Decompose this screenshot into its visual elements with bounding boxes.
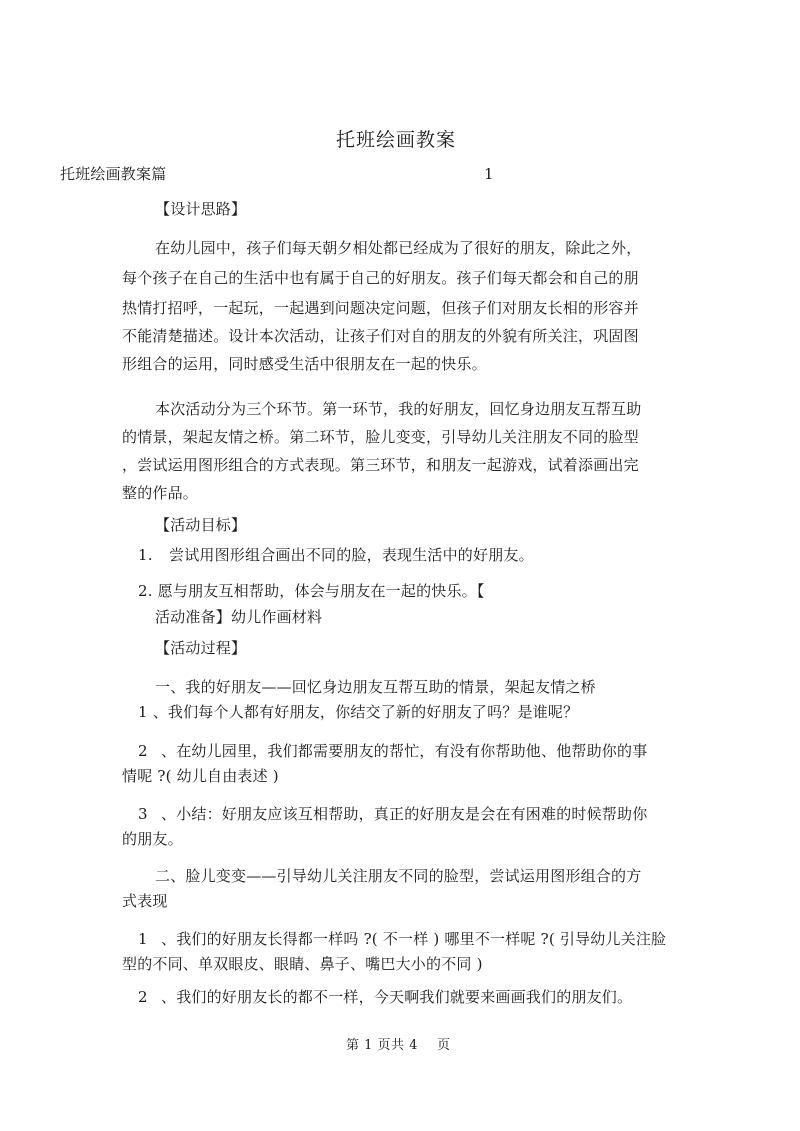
goal-1-number: 1. [138,546,153,564]
heading-goals: 【活动目标】 [155,516,247,534]
page-number-prefix: 第 1 页共 4 [346,1038,418,1053]
design-p1-line: 在幼儿园中，孩子们每天朝夕相处都已经成为了很好的朋友，除此之外， [155,239,642,257]
heading-process: 【活动过程】 [155,639,247,657]
part1-question-3-line: 的朋友。 [122,830,183,848]
part1-title: 一、我的好朋友——回忆身边朋友互帮互助的情景，架起友情之桥 [155,678,596,696]
design-p1-line: 热情打招呼，一起玩，一起遇到问题决定问题，但孩子们对朋友长相的形容并 [122,299,639,317]
part2-title-line: 式表现 [122,892,168,910]
subtitle-label: 托班绘画教案篇 [60,165,167,183]
design-p1-line: 形组合的运用，同时感受生活中很朋友在一起的快乐。 [122,355,487,373]
part1-question-1: 1 、我们每个人都有好朋友，你结交了新的好朋友了吗？是谁呢？ [138,703,579,721]
part2-question-2-line: 、我们的好朋友长的都不一样，今天啊我们就要来画画我们的朋友们。 [161,988,633,1006]
part1-question-3-line: 、小结：好朋友应该互相帮助，真正的好朋友是会在有困难的时候帮助你 [161,805,648,823]
part2-question-1-line: 、我们的好朋友长得都一样吗 ?( 不一样 ) 哪里不一样呢 ?( 引导幼儿关注脸 [161,930,667,948]
design-p2-line: 本次活动分为三个环节。第一环节，我的好朋友，回忆身边朋友互帮互助 [155,400,642,418]
page-number-suffix: 页 [437,1038,451,1053]
part2-question-2-number: 2 [138,988,148,1006]
part2-title-line: 二、脸儿变变——引导幼儿关注朋友不同的脸型，尝试运用图形组合的方 [155,867,642,885]
part1-question-2-number: 2 [138,742,148,760]
part2-question-1-line: 型的不同、单双眼皮、眼睛、鼻子、嘴巴大小的不同 ) [122,955,483,973]
design-p2-line: 整的作品。 [122,484,199,502]
part1-question-3-number: 3 [138,805,148,823]
design-p2-line: 的情景，架起友情之桥。第二环节，脸儿变变，引导幼儿关注朋友不同的脸型 [122,428,639,446]
part1-question-2-line: 、在幼儿园里，我们都需要朋友的帮忙，有没有你帮助他、他帮助你的事 [161,742,648,760]
part1-question-2-line: 情呢 ?( 幼儿自由表述 ) [122,767,279,785]
activity-prep: 活动准备】幼儿作画材料 [155,608,323,626]
design-p1-line: 不能清楚描述。设计本次活动，让孩子们对自的朋友的外貌有所关注，巩固图 [122,327,639,345]
part2-question-1-number: 1 [138,930,148,948]
design-p1-line: 每个孩子在自己的生活中也有属于自己的好朋友。孩子们每天都会和自己的朋 [122,269,639,287]
subtitle-number: 1 [484,165,494,183]
goal-1-text: 尝试用图形组合画出不同的脸，表现生活中的好朋友。 [169,546,534,564]
page-title: 托班绘画教案 [336,129,457,151]
goal-2-text: 2. 愿与朋友互相帮助，体会与朋友在一起的快乐。【 [138,582,485,600]
design-p2-line: ，尝试运用图形组合的方式表现。第三环节，和朋友一起游戏，试着添画出完 [122,456,639,474]
heading-design: 【设计思路】 [155,200,247,218]
